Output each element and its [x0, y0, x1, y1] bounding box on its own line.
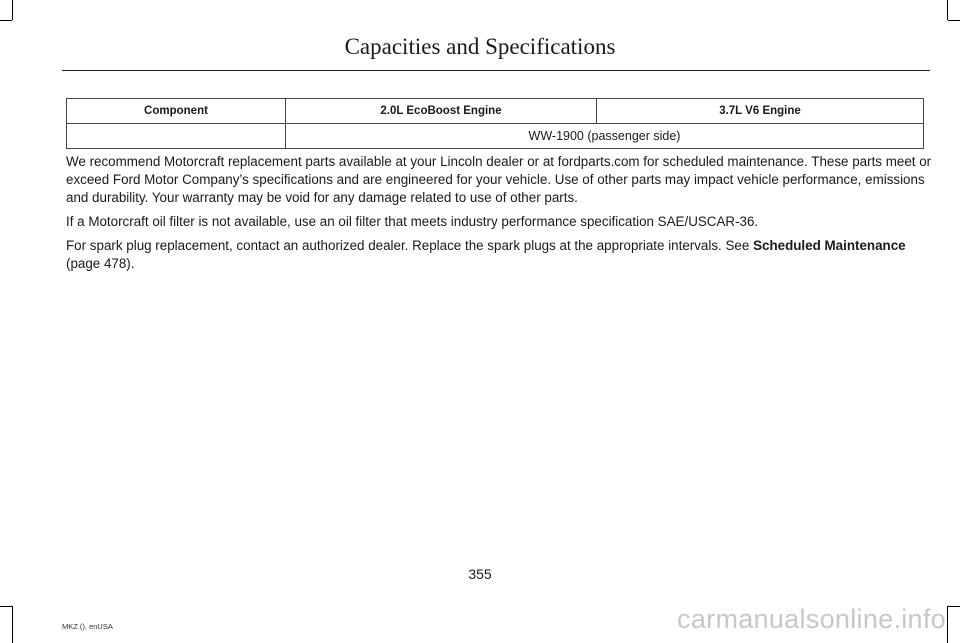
crop-mark-top-right-horizontal — [948, 20, 960, 21]
page-number: 355 — [468, 566, 492, 582]
table-header-row — [67, 99, 924, 124]
table-row — [67, 124, 924, 149]
crop-mark-top-left-horizontal — [0, 20, 12, 21]
crop-mark-bottom-right-vertical — [947, 606, 948, 643]
table-cell-merged-value: WW-1900 (passenger side) — [286, 124, 924, 149]
watermark: carmanualsonline.info — [677, 604, 946, 634]
paragraph-spark-plug — [66, 237, 936, 273]
scheduled-maintenance-link[interactable]: Scheduled Maintenance — [753, 238, 906, 253]
crop-mark-top-left-vertical — [12, 0, 13, 20]
spark-plug-text: For spark plug replacement, contact an authorized dealer. Replace the spark plugs at the appropriate intervals. See — [66, 238, 750, 253]
footer-code: MKZ (), enUSA — [62, 622, 113, 631]
crop-mark-bottom-left-vertical — [12, 606, 13, 643]
column-header-2-0l-engine: 2.0L EcoBoost Engine — [286, 99, 597, 124]
spec-table — [66, 98, 924, 149]
title-rule — [62, 70, 930, 71]
paragraph-oil-filter: If a Motorcraft oil filter is not available, use an oil filter that meets industry performance specification SAE/USCAR-36. — [66, 214, 759, 229]
table-cell-component — [67, 124, 286, 149]
paragraph-parts-recommendation: We recommend Motorcraft replacement parts available at your Lincoln dealer or at fordparts.com for scheduled maintenance. These parts meet or exceed Ford Motor Company’s specifications and are engineered for your vehicle. Use of other parts may impact vehicle performance, emissions and durability. Your warranty may be void for any damage related to use of other parts. — [66, 154, 932, 205]
crop-mark-top-right-vertical — [947, 0, 948, 20]
page-reference: (page 478). — [66, 256, 135, 271]
body-text — [66, 153, 936, 279]
crop-mark-bottom-left-horizontal — [0, 606, 12, 607]
column-header-component: Component — [67, 99, 286, 124]
page-title: Capacities and Specifications — [344, 34, 616, 59]
crop-mark-bottom-right-horizontal — [948, 606, 960, 607]
column-header-3-7l-engine: 3.7L V6 Engine — [597, 99, 924, 124]
